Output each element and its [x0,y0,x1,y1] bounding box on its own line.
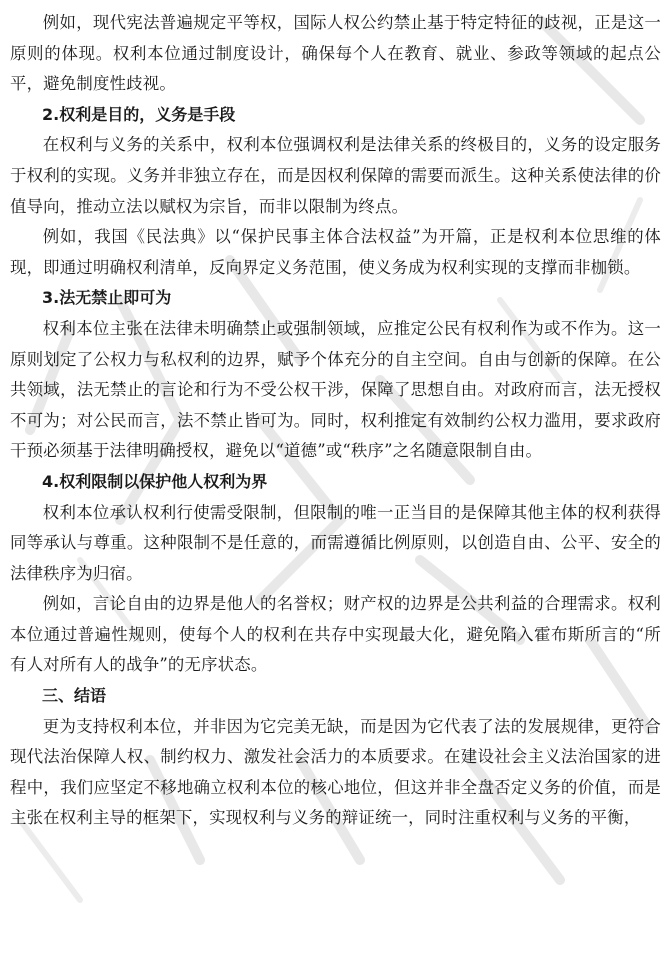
paragraph-equality-example: 例如，现代宪法普遍规定平等权，国际人权公约禁止基于特定特征的歧视，正是这一原则的体现。权利本位通过制度设计，确保每个人在教育、就业、参政等领域的起点公平，避免制度性歧视。 [10,13,661,94]
heading-rights-limits: 4.权利限制以保护他人权利为界 [42,471,268,491]
heading-rights-purpose: 2.权利是目的，义务是手段 [42,104,236,124]
heading-conclusion: 三、结语 [42,686,107,706]
paragraph-speech-property-example: 例如，言论自由的边界是他人的名誉权；财产权的边界是公共利益的合理需求。权利本位通过普遍性规则，使每个人的权利在共存中实现最大化，避免陷入霍布斯所言的“所有人对所有人的战争”的无序状态。 [10,594,661,675]
paragraph-civil-code-example: 例如，我国《民法典》以“保护民事主体合法权益”为开篇，正是权利本位思维的体现，即通过明确权利清单，反向界定义务范围，使义务成为权利实现的支撑而非枷锁。 [10,227,661,277]
heading-no-prohibition: 3.法无禁止即可为 [42,288,172,308]
paragraph-presumption-of-rights: 权利本位主张在法律未明确禁止或强制领域，应推定公民有权利作为或不作为。这一原则划定了公权力与私权利的边界，赋予个体充分的自主空间。自由与创新的保障。在公共领域，法无禁止的言论和行为不受公权干涉，保障了思想自由。对政府而言，法无授权不可为；对公民而言，法不禁止皆可为。同时，权利推定有效制约公权力滥用，要求政府干预必须基于法律明确授权，避免以“道德”或“秩序”之名随意限制自由。 [10,318,661,461]
paragraph-rights-obligations: 在权利与义务的关系中，权利本位强调权利是法律关系的终极目的，义务的设定服务于权利的实现。义务并非独立存在，而是因权利保障的需要而派生。这种关系使法律的价值导向，推动立法以赋权为宗旨，而非以限制为终点。 [10,135,661,216]
paragraph-conclusion: 更为支持权利本位，并非因为它完美无缺，而是因为它代表了法的发展规律，更符合现代法治保障人权、制约权力、激发社会活力的本质要求。在建设社会主义法治国家的进程中，我们应坚定不移地确立权利本位的核心地位，但这并非全盘否定义务的价值，而是主张在权利主导的框架下，实现权利与义务的辩证统一，同时注重权利与义务的平衡， [10,716,661,828]
paragraph-limitation-principle: 权利本位承认权利行使需受限制，但限制的唯一正当目的是保障其他主体的权利获得同等承认与尊重。这种限制不是任意的，而需遵循比例原则，以创造自由、公平、安全的法律秩序为归宿。 [10,502,661,583]
